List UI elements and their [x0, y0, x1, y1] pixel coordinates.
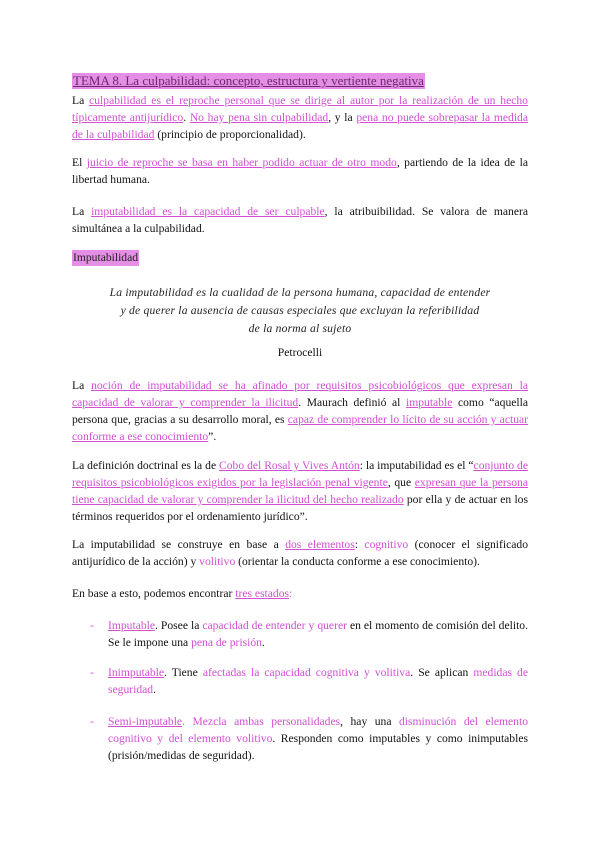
paragraph-elementos [72, 536, 528, 570]
text: , y la [328, 111, 357, 124]
quote-line: La imputabilidad es la cualidad de la persona humana, capacidad de entender [109, 286, 491, 299]
underlined-term: Inimputable [108, 666, 165, 679]
text: En base a esto, podemos encontrar [72, 587, 236, 600]
text: . [261, 636, 265, 649]
underlined-term: capaz de comprender lo lícito de su acción y actuar conforme a ese conocimiento [72, 413, 528, 443]
list-bullet: - [90, 715, 94, 728]
underlined-term: pena no puede sobrepasar la medida de la culpabilidad [72, 111, 528, 141]
text: : [354, 538, 365, 551]
text: . [153, 683, 156, 696]
pink-term: medidas de seguridad [108, 666, 528, 696]
underlined-term: conjunto de requisitos psicobiológicos exigidos por la legislación penal vigente [72, 459, 528, 489]
document-title: TEMA 8. La culpabilidad: concepto, estructura y vertiente negativa [73, 73, 424, 88]
list-bullet: - [90, 619, 94, 632]
pink-term: volitivo [199, 555, 236, 568]
underlined-term: tres estados [235, 587, 290, 600]
underlined-term: Cobo del Rosal y Vives Antón [219, 459, 360, 472]
paragraph-imputabilidad-def [72, 203, 528, 237]
text: por ella y de actuar en los términos requeridos por el ordenamiento jurídico”. [72, 493, 528, 523]
text: El [72, 156, 87, 169]
text: , hay una [340, 715, 399, 728]
pink-term: afectadas la capacidad cognitiva y volitiva [202, 666, 411, 679]
quote-author: Petrocelli [277, 346, 323, 359]
text: , partiendo de la idea de la libertad humana. [72, 156, 528, 186]
text: La [72, 205, 92, 218]
pink-term: . Mezcla ambas personalidades [182, 715, 341, 728]
underlined-term: Imputable [108, 619, 156, 632]
underlined-term: No hay pena sin culpabilidad [189, 111, 329, 124]
text: , que [387, 476, 415, 489]
underlined-term: dos elementos [285, 538, 355, 551]
pink-term: capacidad de entender y querer [202, 619, 347, 632]
list-item-inimputable [108, 664, 528, 698]
underlined-term: imputable [405, 396, 453, 409]
section-heading-imputabilidad: Imputabilidad [73, 251, 139, 264]
quote-line: de la norma al sujeto [248, 322, 352, 335]
text: (orientar la conducta conforme a ese conocimiento). [235, 555, 480, 568]
paragraph-nocion [72, 377, 528, 445]
quote-line: y de querer la ausencia de causas especiales que excluyan la referibilidad [120, 304, 480, 317]
paragraph-definicion-doctrinal [72, 457, 528, 525]
text: La [72, 94, 90, 107]
text: (principio de proporcionalidad). [154, 128, 306, 141]
text: (conocer el significado antijurídico de la acción) y [72, 538, 528, 568]
text: La definición doctrinal es la de [72, 459, 220, 472]
text: : [289, 587, 293, 600]
list-item-imputable [108, 617, 528, 651]
pink-term: cognitivo [364, 538, 409, 551]
paragraph-culpabilidad [72, 92, 528, 143]
block-quote [72, 284, 528, 338]
text: . Tiene [164, 666, 203, 679]
text: La [72, 379, 92, 392]
underlined-term: imputabilidad es la capacidad de ser culpable [91, 205, 325, 218]
text: : la imputabilidad es el “ [359, 459, 474, 472]
pink-term: disminución del elemento cognitivo y del elemento volitivo [108, 715, 528, 745]
underlined-term: culpabilidad es el reproche personal que se dirige al autor por la realización de un hecho típicamente antijurídico [72, 94, 528, 124]
list-item-semi-imputable [108, 713, 528, 764]
text: ”. [208, 430, 217, 443]
text: . Maurach definió al [298, 396, 406, 409]
text: . [183, 111, 190, 124]
text: . Se aplican [410, 666, 474, 679]
text: , la atribuibilidad. Se valora de manera simultánea a la culpabilidad. [72, 205, 528, 235]
text: . Posee la [155, 619, 203, 632]
text: como “aquella persona que, gracias a su desarrollo moral, es [72, 396, 528, 426]
text: . Responden como imputables y como inimputables (prisión/medidas de seguridad). [108, 732, 528, 762]
pink-term: pena de prisión [191, 636, 262, 649]
underlined-term: Semi-imputable [108, 715, 183, 728]
underlined-term: noción de imputabilidad se ha afinado por requisitos psicobiológicos que expresan la capacidad de valorar y comprender la ilicitud [72, 379, 528, 409]
paragraph-juicio-reproche [72, 154, 528, 188]
underlined-term: juicio de reproche se basa en haber podido actuar de otro modo [86, 156, 397, 169]
underlined-term: expresan que la persona tiene capacidad de valorar y comprender la ilicitud del hecho realizado [72, 476, 529, 506]
text: en el momento de comisión del delito. Se le impone una [108, 619, 528, 649]
paragraph-tres-estados [72, 585, 528, 602]
text: La imputabilidad se construye en base a [72, 538, 286, 551]
list-bullet: - [90, 666, 94, 679]
